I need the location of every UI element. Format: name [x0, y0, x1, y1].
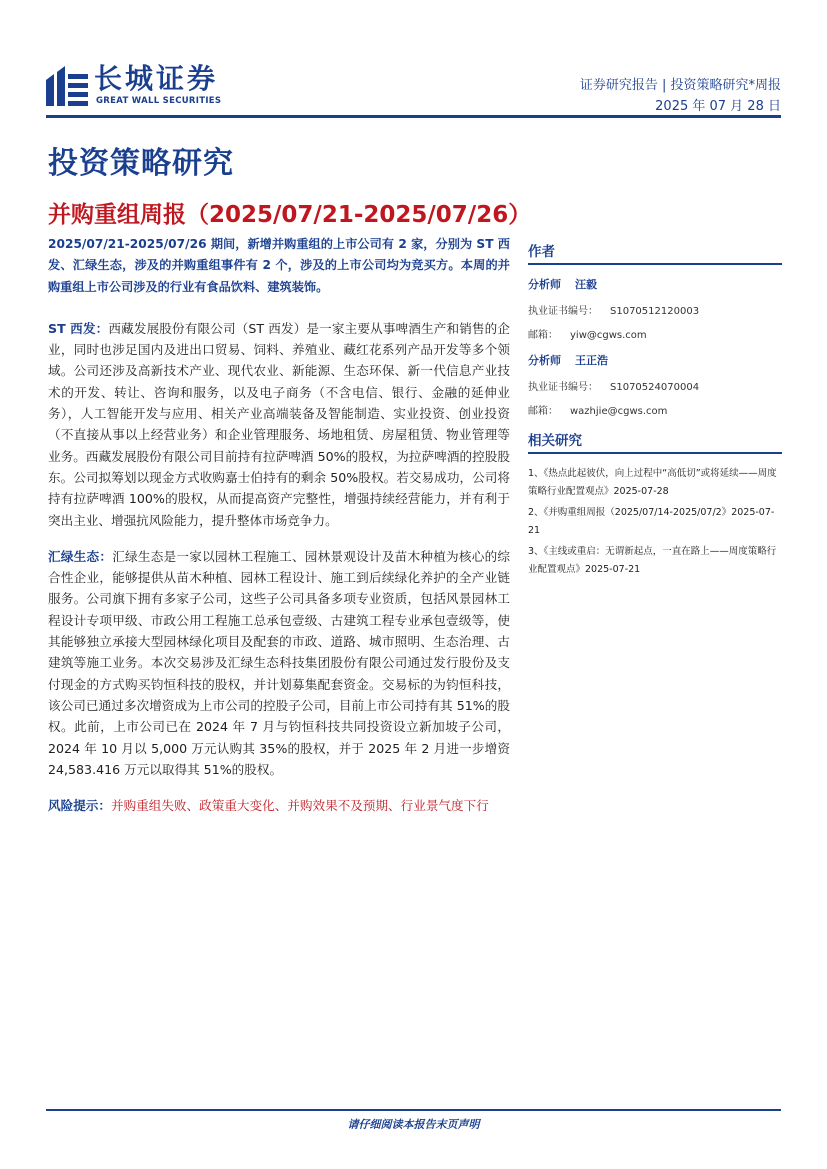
analyst-name-line: [528, 276, 782, 292]
analyst-name: 汪毅: [575, 278, 597, 291]
cert-label: 执业证书编号：: [528, 382, 598, 393]
risk-label: 风险提示：: [48, 798, 111, 814]
paragraph-text: 西藏发展股份有限公司（ST 西发）是一家主要从事啤酒生产和销售的企业，同时也涉足国内及进出口贸易、饲料、养殖业、藏红花系列产品开发等多个领域。公司还涉及高新技术产业、现代农业、新能源、生态环保、新一代信息产业技术的开发、转让、咨询和服务，以及电子商务（不含电信、银行、金融的延伸业务），人工智能开发与应用、相关产业高端装备及智能制造、实业投资、创业投资（不直接从事以上经营业务）和企业管理服务、场地租赁、房屋租赁、物业管理等业务。西藏发展股份有限公司目前持有拉萨啤酒 50%的股权，为拉萨啤酒的控股股东。公司拟筹划以现金方式收购嘉士伯持有的剩余 50%股权。若交易成功，公司将持有拉萨啤酒 100%的股权，从而提高资产完整性，增强持续经营能力，并有利于突出主业、增强抗风险能力，提升整体市场竞争力。: [48, 320, 510, 528]
logo-chinese-name: 长城证券: [94, 62, 219, 95]
analyst-cert: [528, 302, 782, 317]
related-research-heading: 相关研究: [528, 429, 782, 454]
footer-disclaimer: 请仔细阅读本报告末页声明: [347, 1118, 480, 1131]
cert-number: S1070512120003: [610, 306, 700, 317]
report-type: 证券研究报告 | 投资策略研究*周报: [579, 78, 781, 93]
analyst-name-line: [528, 352, 782, 368]
paragraph-label: ST 西发：: [48, 320, 109, 336]
paragraph-label: 汇绿生态：: [48, 548, 113, 564]
paragraph-text: 汇绿生态是一家以园林工程施工、园林景观设计及苗木种植为核心的综合性企业，能够提供从苗木种植、园林工程设计、施工到后续绿化养护的全产业链服务。公司旗下拥有多家子公司，这些子公司具备多项专业资质，包括风景园林工程设计专项甲级、市政公用工程施工总承包壹级、古建筑工程专业承包壹级等，使其能够独立承接大型园林绿化项目及配套的市政、道路、城市照明、生态治理、古建筑等施工业务。本次交易涉及汇绿生态科技集团股份有限公司通过发行股份及支付现金的方式购买钧恒科技的股权，并计划募集配套资金。交易标的为钧恒科技，该公司已通过多次增资成为上市公司的控股子公司，目前上市公司持有其 51%的股权。此前，上市公司已在 2024 年 7 月与钧恒科技共同投资设立新加坡子公司，2024 年 10 月以 5,000 万元认购其 35%的股权，并于 2025 年 2 月进一步增资 24,583.416 万元以取得其 51%的股权。: [48, 548, 511, 777]
company-paragraph-huilv: [48, 546, 510, 780]
summary-paragraph: 2025/07/21-2025/07/26 期间，新增并购重组的上市公司有 2 家，分别为 ST 西发、汇绿生态，涉及的并购重组事件有 2 个，涉及的上市公司均为竞买方。本周的并购重组上市公司涉及的行业有食品饮料、建筑装饰。: [48, 237, 510, 294]
analyst-block: [528, 276, 782, 341]
sidebar: [528, 240, 782, 582]
email-link[interactable]: yiw@cgws.com: [570, 330, 647, 341]
analyst-email: [528, 326, 782, 341]
authors-heading: 作者: [528, 240, 782, 265]
analyst-title: 分析师: [528, 354, 561, 367]
cert-label: 执业证书编号：: [528, 306, 598, 317]
section-title: 投资策略研究: [48, 146, 234, 181]
analyst-title: 分析师: [528, 278, 561, 291]
related-research-item[interactable]: 3、《主线或重启：无谓新起点，一直在路上——周度策略行业配置观点》2025-07-21: [528, 546, 777, 575]
report-date: 2025 年 07 月 28 日: [655, 99, 781, 114]
risk-text: 并购重组失败、政策重大变化、并购效果不及预期、行业景气度下行: [110, 798, 489, 814]
analyst-name: 王正浩: [575, 354, 608, 367]
logo-english-name: GREAT WALL SECURITIES: [96, 96, 222, 106]
email-label: 邮箱：: [528, 330, 558, 341]
analyst-email: [528, 402, 782, 417]
footer-divider: [46, 1109, 781, 1111]
analyst-cert: [528, 378, 782, 393]
company-paragraph-st-xifa: [48, 318, 510, 531]
email-link[interactable]: wazhjie@cgws.com: [570, 406, 668, 417]
email-label: 邮箱：: [528, 406, 558, 417]
related-research-item[interactable]: 2、《并购重组周报（2025/07/14-2025/07/2》2025-07-21: [528, 507, 775, 536]
analyst-block: [528, 352, 782, 417]
risk-warning: [48, 795, 510, 816]
report-title: 并购重组周报（2025/07/21-2025/07/26）: [48, 202, 532, 228]
great-wall-logo-icon: [46, 66, 88, 106]
cert-number: S1070524070004: [610, 382, 700, 393]
main-content: [48, 234, 510, 816]
header-divider: [46, 115, 781, 118]
related-research-item[interactable]: 1、《热点此起彼伏，向上过程中“高低切”或将延续——周度策略行业配置观点》2025-07-28: [528, 468, 777, 497]
